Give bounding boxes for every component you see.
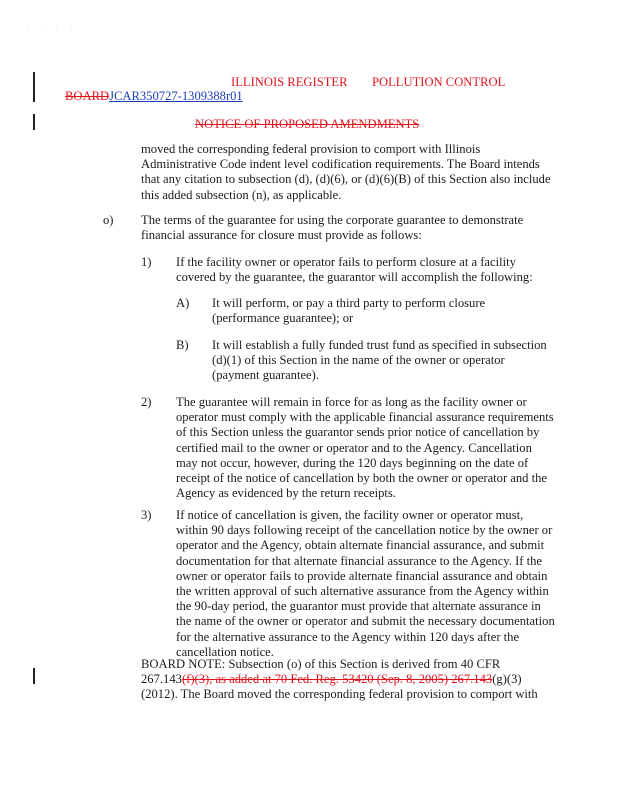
register-section: POLLUTION CONTROL xyxy=(372,75,506,89)
text-line: If the facility owner or operator fails to perform closure at a facility xyxy=(176,255,516,269)
text-line: owner or operator fails to provide alternate financial assurance and obtain xyxy=(176,568,548,583)
text-line: operator must comply with the applicable financial assurance requirements xyxy=(176,410,554,425)
change-bar xyxy=(33,114,35,130)
text-line: BOARD NOTE: Subsection (o) of this Section is derived from 40 CFR xyxy=(141,657,501,671)
text-line: certified mail to the owner or operator and to the Agency. Cancellation xyxy=(176,440,532,455)
text-line: this added subsection (n), as applicable. xyxy=(141,187,342,202)
text-line: for the alternative assurance to the Agency within 120 days after the xyxy=(176,629,520,644)
cfr-citation: 267.143 xyxy=(141,672,182,687)
text-line: moved the corresponding federal provision to comport with Illinois xyxy=(141,142,481,156)
item-3-text xyxy=(176,508,555,660)
text-line: the written approval of such alternative assurance from the Agency within xyxy=(176,584,549,599)
text-line: covered by the guarantee, the guarantor will accomplish the following: xyxy=(176,270,533,285)
text-line: the name of the owner or operator and submit the necessary documentation xyxy=(176,614,555,629)
change-bar xyxy=(33,72,35,102)
text-line: financial assurance for closure must provide as follows: xyxy=(141,228,422,243)
board-deleted: BOARD xyxy=(65,89,110,103)
intro-paragraph xyxy=(141,142,551,203)
item-b-text xyxy=(212,338,547,384)
text-line: documentation for that alternate financial assurance to the Agency. If the xyxy=(176,553,542,568)
text-line: operator and the Agency, obtain alternate financial assurance, and submit xyxy=(176,538,545,553)
text-line: (d)(1) of this Section in the name of the owner or operator xyxy=(212,353,505,368)
jcar-id: JCAR350727-1309388r01 xyxy=(109,89,243,103)
subsection-o-text xyxy=(141,213,523,243)
text-line: Administrative Code indent level codification requirements. The Board intends xyxy=(141,157,540,172)
item-2-text xyxy=(176,395,554,501)
text-line: If notice of cancellation is given, the facility owner or operator must, xyxy=(176,508,524,522)
text-line: It will perform, or pay a third party to perform closure xyxy=(212,296,486,310)
deleted-citation: (f)(3), as added at 70 Fed. Reg. 53420 (Sep. 8, 2005) 267.143 xyxy=(181,672,493,687)
board-jcar-line xyxy=(65,89,243,104)
text-line: cancellation notice. xyxy=(176,644,274,659)
scan-artifact: · · · · xyxy=(26,23,78,32)
text-line: (2012). The Board moved the corresponding federal provision to comport with xyxy=(141,687,538,702)
text-line: The guarantee will remain in force for as long as the facility owner or xyxy=(176,395,527,409)
text-line: the 90-day period, the guarantor must provide that alternate assurance in xyxy=(176,599,541,614)
notice-title: NOTICE OF PROPOSED AMENDMENTS xyxy=(195,117,420,131)
text-line: of this Section unless the guarantor sends prior notice of cancellation by xyxy=(176,425,540,440)
change-bar xyxy=(33,668,35,684)
text-line: within 90 days following receipt of the cancellation notice by the owner or xyxy=(176,523,553,538)
text-line: (performance guarantee); or xyxy=(212,311,354,326)
item-2-label: 2) xyxy=(141,395,152,409)
subsection-o-label: o) xyxy=(103,213,114,227)
item-a-text xyxy=(212,296,485,326)
item-3-label: 3) xyxy=(141,508,152,522)
item-b-label: B) xyxy=(176,338,189,352)
register-title: ILLINOIS REGISTER xyxy=(231,75,348,89)
text-line: receipt of the notice of cancellation by both the owner or operator and the xyxy=(176,471,548,486)
text-line: that any citation to subsection (d), (d)(6), or (d)(6)(B) of this Section also include xyxy=(141,172,551,187)
board-note xyxy=(141,657,538,703)
text-line: may not occur, however, during the 120 days beginning on the date of xyxy=(176,455,529,470)
item-a-label: A) xyxy=(176,296,190,310)
item-1-label: 1) xyxy=(141,255,152,269)
text-line: It will establish a fully funded trust fund as specified in subsection xyxy=(212,338,547,352)
item-1-text xyxy=(176,255,533,285)
text-line: Agency as evidenced by the return receipts. xyxy=(176,486,396,501)
cfr-subsection: (g)(3) xyxy=(492,672,522,687)
text-line: (payment guarantee). xyxy=(212,368,319,383)
text-line xyxy=(141,672,538,687)
text-line: The terms of the guarantee for using the corporate guarantee to demonstrate xyxy=(141,213,524,227)
